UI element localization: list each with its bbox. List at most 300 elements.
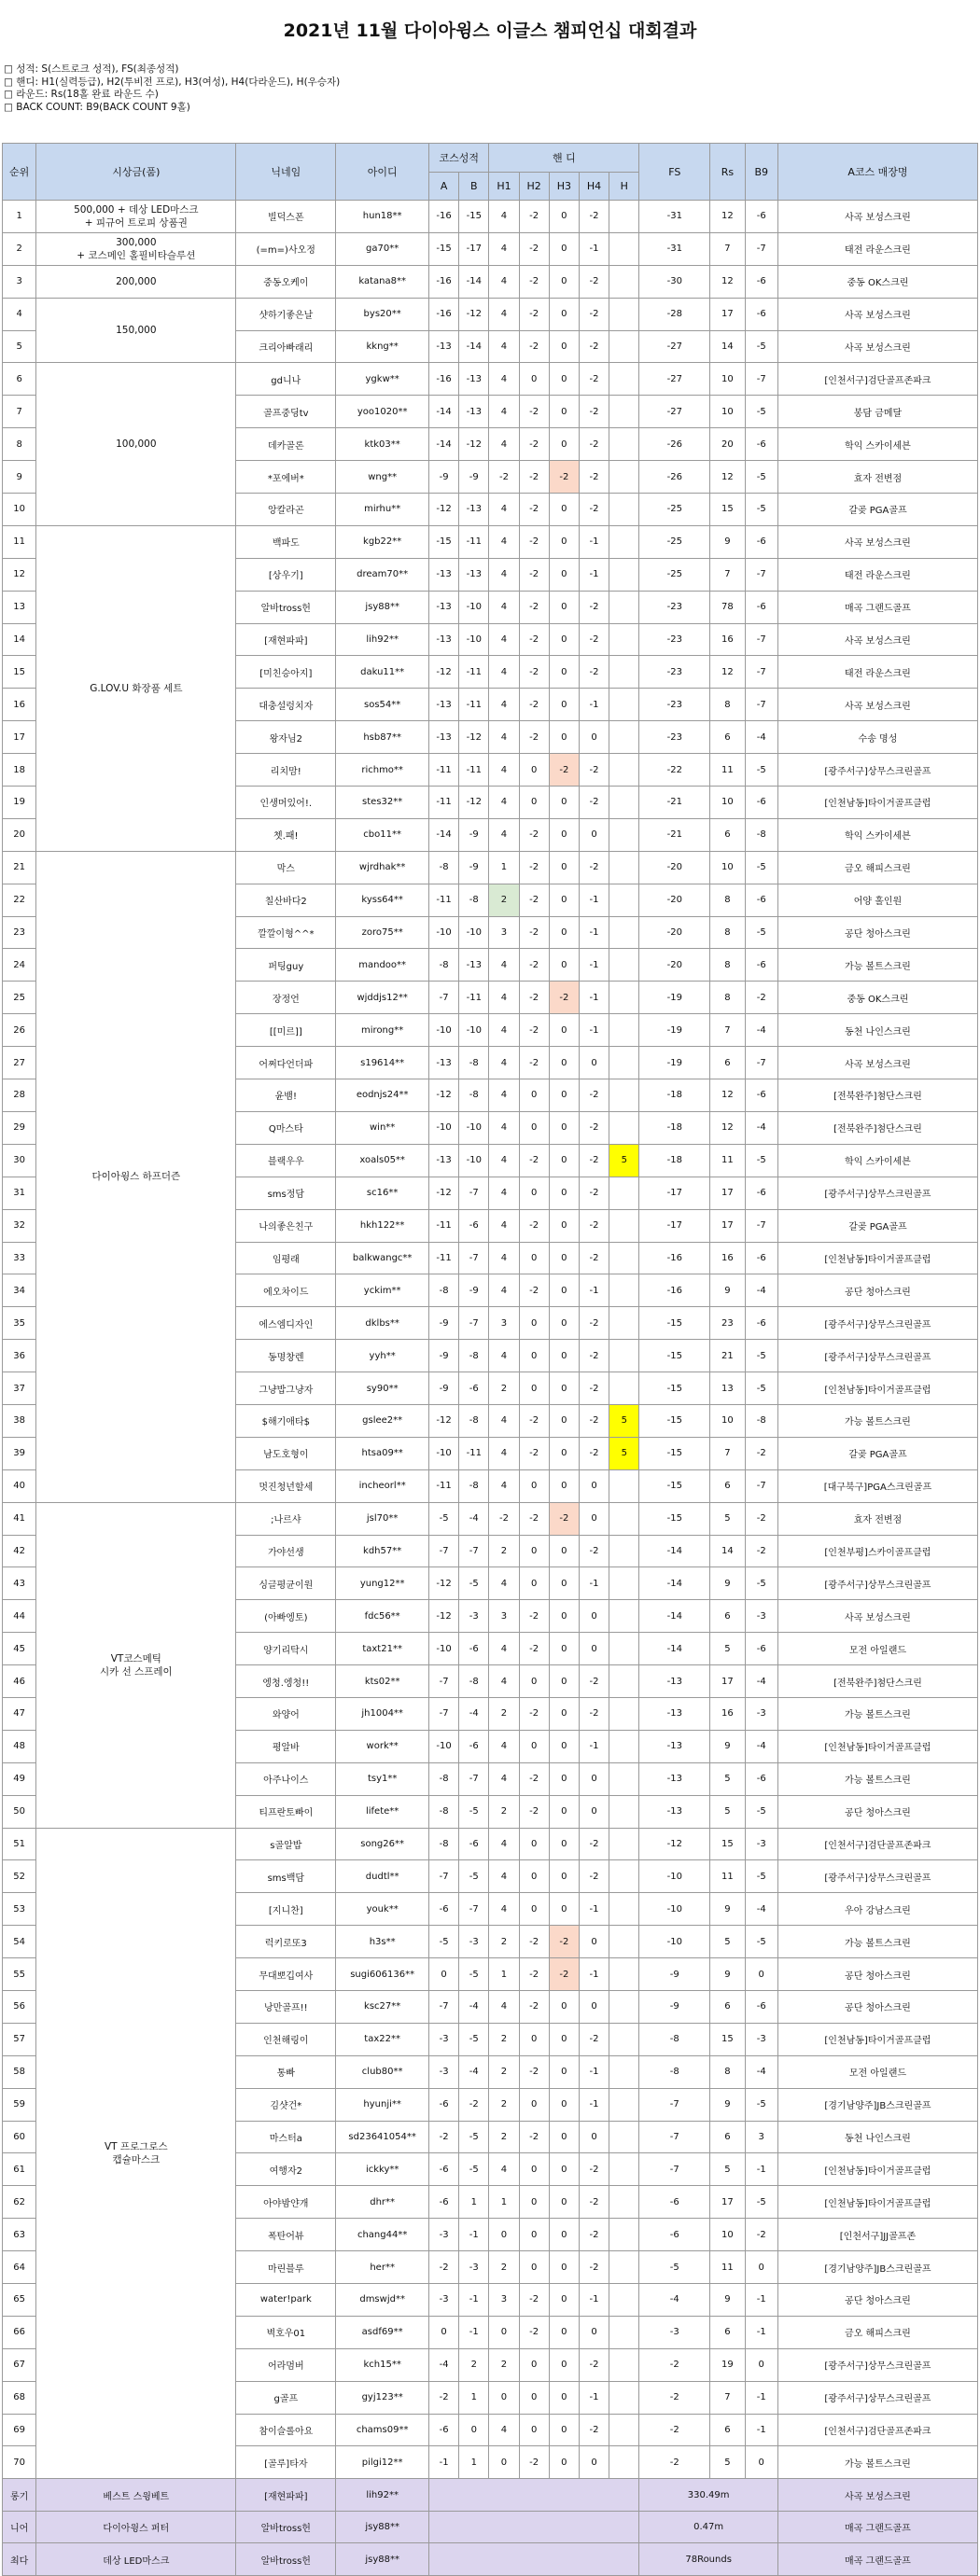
cell-rs: 5 [710, 1633, 745, 1665]
cell-b9: -6 [745, 1177, 777, 1209]
cell-rs: 5 [710, 2153, 745, 2186]
cell-rank: 37 [3, 1372, 36, 1405]
cell-a: -3 [429, 2023, 459, 2055]
cell-h3: 0 [549, 1209, 579, 1242]
cell-h1: 4 [489, 1111, 519, 1144]
cell-nick: 아야밤얀개 [236, 2186, 336, 2219]
cell-b: -5 [459, 1860, 489, 1893]
cell-h2: -2 [519, 982, 549, 1014]
cell-nick: 티프란토빠이 [236, 1795, 336, 1828]
cell-rs: 9 [710, 1958, 745, 1991]
cell-h1: 4 [489, 494, 519, 526]
cell-h1: 1 [489, 1958, 519, 1991]
cell-store: 학익 스카이세븐 [777, 428, 977, 461]
cell-h4: -2 [579, 1665, 609, 1698]
cell-b9: -4 [745, 1111, 777, 1144]
cell-rank: 58 [3, 2055, 36, 2088]
cell-id: lifete** [336, 1795, 429, 1828]
cell-id: daku11** [336, 656, 429, 689]
cell-b9: -1 [745, 2153, 777, 2186]
cell-nick: [골루]타자 [236, 2446, 336, 2479]
cell-h2: 0 [519, 2251, 549, 2284]
cell-rs: 78 [710, 591, 745, 623]
cell-b: -5 [459, 2153, 489, 2186]
cell-h2: 0 [519, 1079, 549, 1112]
cell-a: -13 [429, 623, 459, 656]
cell-b9: -6 [745, 591, 777, 623]
cell-h2: -2 [519, 2284, 549, 2317]
award-value: 0.47m [639, 2511, 778, 2543]
cell-h3: 0 [549, 916, 579, 949]
cell-h4: -2 [579, 1144, 609, 1177]
cell-b9: -3 [745, 1697, 777, 1730]
cell-id: ickky** [336, 2153, 429, 2186]
cell-b: -8 [459, 1079, 489, 1112]
cell-store: [광주서구]상무스크린골프 [777, 1307, 977, 1340]
cell-nick: 리치맘! [236, 754, 336, 787]
cell-rs: 10 [710, 787, 745, 819]
cell-h1: 2 [489, 2088, 519, 2121]
cell-h2: -2 [519, 1633, 549, 1665]
cell-nick: 낭만골프!! [236, 1990, 336, 2023]
cell-h2: -2 [519, 1990, 549, 2023]
cell-store: 사곡 보성스크린 [777, 1600, 977, 1633]
cell-rank: 17 [3, 721, 36, 754]
cell-b9: -4 [745, 1730, 777, 1762]
cell-id: yoo1020** [336, 396, 429, 428]
cell-b: -17 [459, 232, 489, 265]
cell-b9: -4 [745, 1014, 777, 1047]
cell-id: asdf69** [336, 2316, 429, 2348]
cell-h [609, 2414, 639, 2446]
cell-b9: -7 [745, 363, 777, 396]
legend [4, 63, 340, 114]
cell-nick: 럭키로또3 [236, 1926, 336, 1958]
cell-b9: -5 [745, 1926, 777, 1958]
cell-rank: 11 [3, 525, 36, 558]
cell-h3: 0 [549, 1893, 579, 1926]
cell-fs: -27 [639, 396, 710, 428]
cell-b9: -7 [745, 232, 777, 265]
cell-h3: 0 [549, 721, 579, 754]
cell-a: -13 [429, 558, 459, 591]
cell-a: -6 [429, 2088, 459, 2121]
cell-a: -9 [429, 1372, 459, 1405]
cell-nick: 백파도 [236, 525, 336, 558]
cell-b9: -6 [745, 428, 777, 461]
cell-h3: 0 [549, 1600, 579, 1633]
cell-store: 중동 OK스크린 [777, 265, 977, 298]
cell-rank: 43 [3, 1567, 36, 1600]
cell-h4: -2 [579, 1437, 609, 1469]
cell-b: -9 [459, 818, 489, 851]
cell-h4: -2 [579, 2023, 609, 2055]
cell-fs: -15 [639, 1502, 710, 1535]
cell-h [609, 916, 639, 949]
cell-b: -6 [459, 1209, 489, 1242]
cell-h2: -2 [519, 656, 549, 689]
legend-line: □ 성적: S(스트로크 성적), FS(최종성적) [4, 63, 179, 75]
cell-b: 1 [459, 2186, 489, 2219]
cell-h3: 0 [549, 2088, 579, 2121]
cell-b: -8 [459, 1665, 489, 1698]
prize-cell: 500,000 + 데상 LED마스크 + 피규어 트로피 상품권 [36, 201, 236, 233]
cell-id: youk** [336, 1893, 429, 1926]
cell-rs: 16 [710, 1242, 745, 1274]
cell-h: 5 [609, 1437, 639, 1469]
cell-h [609, 2121, 639, 2153]
cell-fs: -15 [639, 1404, 710, 1437]
cell-fs: -3 [639, 2316, 710, 2348]
cell-h4: -2 [579, 201, 609, 233]
cell-h4: -1 [579, 1893, 609, 1926]
cell-rs: 14 [710, 330, 745, 363]
cell-h1: 4 [489, 1404, 519, 1437]
cell-store: 우아 강남스크린 [777, 1893, 977, 1926]
cell-id: mirhu** [336, 494, 429, 526]
cell-store: 가능 볼트스크린 [777, 2446, 977, 2479]
cell-nick: 블랙우우 [236, 1144, 336, 1177]
cell-a: -6 [429, 1893, 459, 1926]
cell-rs: 6 [710, 1047, 745, 1079]
cell-a: -12 [429, 1177, 459, 1209]
cell-store: [전북완주]첨단스크린 [777, 1665, 977, 1698]
cell-h3: 0 [549, 1307, 579, 1340]
cell-rank: 42 [3, 1535, 36, 1567]
cell-b: 0 [459, 2414, 489, 2446]
cell-b: -8 [459, 1469, 489, 1502]
cell-h3: 0 [549, 525, 579, 558]
cell-store: 사곡 보성스크린 [777, 298, 977, 330]
cell-rank: 9 [3, 461, 36, 494]
cell-b9: -4 [745, 1665, 777, 1698]
cell-h1: 2 [489, 884, 519, 916]
cell-id: ga70** [336, 232, 429, 265]
cell-h3: 0 [549, 1177, 579, 1209]
cell-a: -3 [429, 2055, 459, 2088]
cell-h4: -2 [579, 1828, 609, 1860]
cell-h2: -2 [519, 884, 549, 916]
header-b: B [459, 173, 489, 201]
cell-rank: 50 [3, 1795, 36, 1828]
cell-h2: -2 [519, 2316, 549, 2348]
cell-h4: -2 [579, 1209, 609, 1242]
cell-h2: -2 [519, 558, 549, 591]
cell-rs: 5 [710, 1926, 745, 1958]
cell-h [609, 754, 639, 787]
cell-h4: -2 [579, 298, 609, 330]
cell-h2: 0 [519, 1111, 549, 1144]
cell-h3: 0 [549, 1665, 579, 1698]
cell-h4: -1 [579, 916, 609, 949]
cell-rs: 9 [710, 1274, 745, 1307]
cell-b9: -5 [745, 494, 777, 526]
table-row [3, 298, 978, 330]
cell-fs: -20 [639, 916, 710, 949]
cell-a: -6 [429, 2186, 459, 2219]
cell-h2: 0 [519, 1730, 549, 1762]
cell-id: wng** [336, 461, 429, 494]
cell-nick: 멋진청년할세 [236, 1469, 336, 1502]
cell-store: 가능 볼트스크린 [777, 1404, 977, 1437]
cell-nick: s골알밥 [236, 1828, 336, 1860]
header-h3: H3 [549, 173, 579, 201]
cell-h1: 4 [489, 689, 519, 721]
cell-b9: -5 [745, 2088, 777, 2121]
cell-h1: -2 [489, 461, 519, 494]
cell-id: zoro75** [336, 916, 429, 949]
cell-h [609, 2348, 639, 2381]
cell-fs: -20 [639, 949, 710, 982]
cell-nick: ;나르샤 [236, 1502, 336, 1535]
cell-a: 0 [429, 2316, 459, 2348]
cell-h3: 0 [549, 949, 579, 982]
cell-store: 가능 볼트스크린 [777, 1762, 977, 1795]
cell-fs: -14 [639, 1633, 710, 1665]
cell-b: -5 [459, 2023, 489, 2055]
cell-id: richmo** [336, 754, 429, 787]
cell-b: -1 [459, 2316, 489, 2348]
prize-cell: 150,000 [36, 298, 236, 363]
cell-h3: 0 [549, 265, 579, 298]
cell-id: hun18** [336, 201, 429, 233]
cell-h4: -2 [579, 396, 609, 428]
cell-h3: 0 [549, 201, 579, 233]
cell-id: kdh57** [336, 1535, 429, 1567]
cell-h1: 4 [489, 1177, 519, 1209]
cell-h3: 0 [549, 1762, 579, 1795]
cell-a: -6 [429, 2414, 459, 2446]
cell-fs: -2 [639, 2446, 710, 2479]
cell-h1: 4 [489, 2414, 519, 2446]
cell-id: h3s** [336, 1926, 429, 1958]
cell-id: hyunji** [336, 2088, 429, 2121]
prize-cell: 300,000 + 코스메인 홀필비타슬루션 [36, 232, 236, 265]
cell-h2: -2 [519, 201, 549, 233]
cell-h1: 4 [489, 1242, 519, 1274]
cell-h [609, 396, 639, 428]
cell-h1: 4 [489, 818, 519, 851]
cell-b: -9 [459, 1274, 489, 1307]
cell-b: -11 [459, 689, 489, 721]
cell-rs: 17 [710, 1665, 745, 1698]
cell-fs: -18 [639, 1144, 710, 1177]
cell-h1: 4 [489, 754, 519, 787]
cell-nick: 어라멈버 [236, 2348, 336, 2381]
cell-rank: 49 [3, 1762, 36, 1795]
cell-b9: -6 [745, 525, 777, 558]
cell-h3: 0 [549, 2186, 579, 2219]
cell-fs: -8 [639, 2023, 710, 2055]
cell-h4: -2 [579, 1177, 609, 1209]
cell-h [609, 787, 639, 819]
cell-h [609, 2153, 639, 2186]
cell-b9: -6 [745, 949, 777, 982]
cell-b: -11 [459, 754, 489, 787]
award-id: jsy88** [336, 2543, 429, 2576]
cell-h3: 0 [549, 363, 579, 396]
cell-id: gyj123** [336, 2381, 429, 2414]
cell-rs: 5 [710, 1795, 745, 1828]
cell-rank: 23 [3, 916, 36, 949]
cell-rank: 62 [3, 2186, 36, 2219]
cell-h1: 3 [489, 2284, 519, 2317]
cell-b9: -4 [745, 2055, 777, 2088]
cell-h2: -2 [519, 1697, 549, 1730]
cell-h3: 0 [549, 1014, 579, 1047]
cell-b: -13 [459, 558, 489, 591]
cell-b9: -4 [745, 1893, 777, 1926]
award-empty [429, 2479, 639, 2512]
cell-store: [인천서구]검단골프존파크 [777, 363, 977, 396]
cell-id: club80** [336, 2055, 429, 2088]
cell-h3: 0 [549, 1340, 579, 1372]
cell-rank: 26 [3, 1014, 36, 1047]
cell-id: lih92** [336, 623, 429, 656]
cell-id: chang44** [336, 2219, 429, 2251]
cell-h4: -2 [579, 1535, 609, 1567]
cell-nick: sms백담 [236, 1860, 336, 1893]
cell-a: -8 [429, 949, 459, 982]
award-store: 사곡 보성스크린 [777, 2479, 977, 2512]
cell-b9: -7 [745, 623, 777, 656]
cell-h [609, 1340, 639, 1372]
cell-nick: 빌덕스폰 [236, 201, 336, 233]
cell-h2: -2 [519, 1014, 549, 1047]
cell-rs: 11 [710, 754, 745, 787]
cell-h [609, 2023, 639, 2055]
cell-rs: 8 [710, 982, 745, 1014]
cell-b9: -5 [745, 1340, 777, 1372]
cell-h1: 4 [489, 201, 519, 233]
cell-a: -2 [429, 2381, 459, 2414]
cell-h2: 0 [519, 1665, 549, 1698]
cell-a: -11 [429, 787, 459, 819]
legend-line: □ 핸디: H1(실력등급), H2(투비전 프로), H3(여성), H4(다라운드), H(우승자) [4, 76, 341, 88]
cell-id: jh1004** [336, 1697, 429, 1730]
cell-b9: -1 [745, 2414, 777, 2446]
cell-h2: -2 [519, 428, 549, 461]
cell-h [609, 721, 639, 754]
cell-h [609, 656, 639, 689]
cell-h4: -2 [579, 2414, 609, 2446]
cell-h [609, 1274, 639, 1307]
cell-rank: 8 [3, 428, 36, 461]
cell-h4: -2 [579, 1697, 609, 1730]
cell-fs: -10 [639, 1860, 710, 1893]
cell-rank: 51 [3, 1828, 36, 1860]
cell-nick: 깔깔이형^^* [236, 916, 336, 949]
header-h: H [609, 173, 639, 201]
cell-b9: -6 [745, 1990, 777, 2023]
cell-a: -10 [429, 1014, 459, 1047]
cell-b9: 0 [745, 1958, 777, 1991]
cell-h [609, 1567, 639, 1600]
cell-h [609, 558, 639, 591]
cell-h3: 0 [549, 2055, 579, 2088]
cell-b: -10 [459, 1144, 489, 1177]
cell-store: 태전 라운스크린 [777, 558, 977, 591]
cell-h1: 4 [489, 1209, 519, 1242]
cell-id: win** [336, 1111, 429, 1144]
cell-store: 사곡 보성스크린 [777, 201, 977, 233]
cell-h3: -2 [549, 1926, 579, 1958]
header-store: A코스 매장명 [777, 144, 977, 201]
cell-rs: 17 [710, 1177, 745, 1209]
cell-rs: 6 [710, 721, 745, 754]
award-prize: 데상 LED마스크 [36, 2543, 236, 2576]
cell-rs: 8 [710, 689, 745, 721]
cell-h2: -2 [519, 1274, 549, 1307]
cell-h1: 3 [489, 916, 519, 949]
cell-h4: -2 [579, 1860, 609, 1893]
cell-store: 봉담 금메달 [777, 396, 977, 428]
cell-h4: -2 [579, 2251, 609, 2284]
cell-a: -5 [429, 1502, 459, 1535]
cell-rs: 9 [710, 525, 745, 558]
cell-h [609, 232, 639, 265]
cell-id: pilgi12** [336, 2446, 429, 2479]
cell-rs: 6 [710, 2316, 745, 2348]
cell-id: sos54** [336, 689, 429, 721]
cell-fs: -21 [639, 787, 710, 819]
cell-h [609, 1079, 639, 1112]
cell-nick: [상우기] [236, 558, 336, 591]
cell-rs: 12 [710, 265, 745, 298]
cell-rs: 21 [710, 1340, 745, 1372]
cell-fs: -19 [639, 1014, 710, 1047]
cell-nick: 폭탄어뷰 [236, 2219, 336, 2251]
cell-h [609, 1730, 639, 1762]
cell-h [609, 1958, 639, 1991]
cell-h4: -1 [579, 1567, 609, 1600]
cell-h [609, 298, 639, 330]
cell-store: 가능 볼트스크린 [777, 949, 977, 982]
cell-fs: -27 [639, 363, 710, 396]
cell-h [609, 330, 639, 363]
cell-h4: -1 [579, 884, 609, 916]
cell-store: 금오 해피스크린 [777, 851, 977, 884]
cell-fs: -16 [639, 1242, 710, 1274]
results-table [2, 143, 978, 2576]
cell-h1: 4 [489, 525, 519, 558]
cell-b9: -6 [745, 1242, 777, 1274]
cell-store: 가능 볼트스크린 [777, 1697, 977, 1730]
header-handicap: 핸 디 [489, 144, 639, 173]
cell-fs: -19 [639, 982, 710, 1014]
cell-rank: 47 [3, 1697, 36, 1730]
cell-nick: 남도호형이 [236, 1437, 336, 1469]
award-label: 니어 [3, 2511, 36, 2543]
cell-nick: 에오차이드 [236, 1274, 336, 1307]
cell-a: -12 [429, 656, 459, 689]
cell-a: -10 [429, 916, 459, 949]
cell-h2: 0 [519, 1860, 549, 1893]
cell-a: -13 [429, 1144, 459, 1177]
cell-id: ktk03** [336, 428, 429, 461]
cell-fs: -14 [639, 1535, 710, 1567]
cell-rs: 12 [710, 201, 745, 233]
cell-fs: -25 [639, 525, 710, 558]
cell-b9: -6 [745, 787, 777, 819]
cell-rs: 10 [710, 1404, 745, 1437]
cell-h3: 0 [549, 623, 579, 656]
cell-b: -7 [459, 1307, 489, 1340]
cell-h1: 4 [489, 787, 519, 819]
header-rs: Rs [710, 144, 745, 201]
award-id: lih92** [336, 2479, 429, 2512]
cell-id: sy90** [336, 1372, 429, 1405]
